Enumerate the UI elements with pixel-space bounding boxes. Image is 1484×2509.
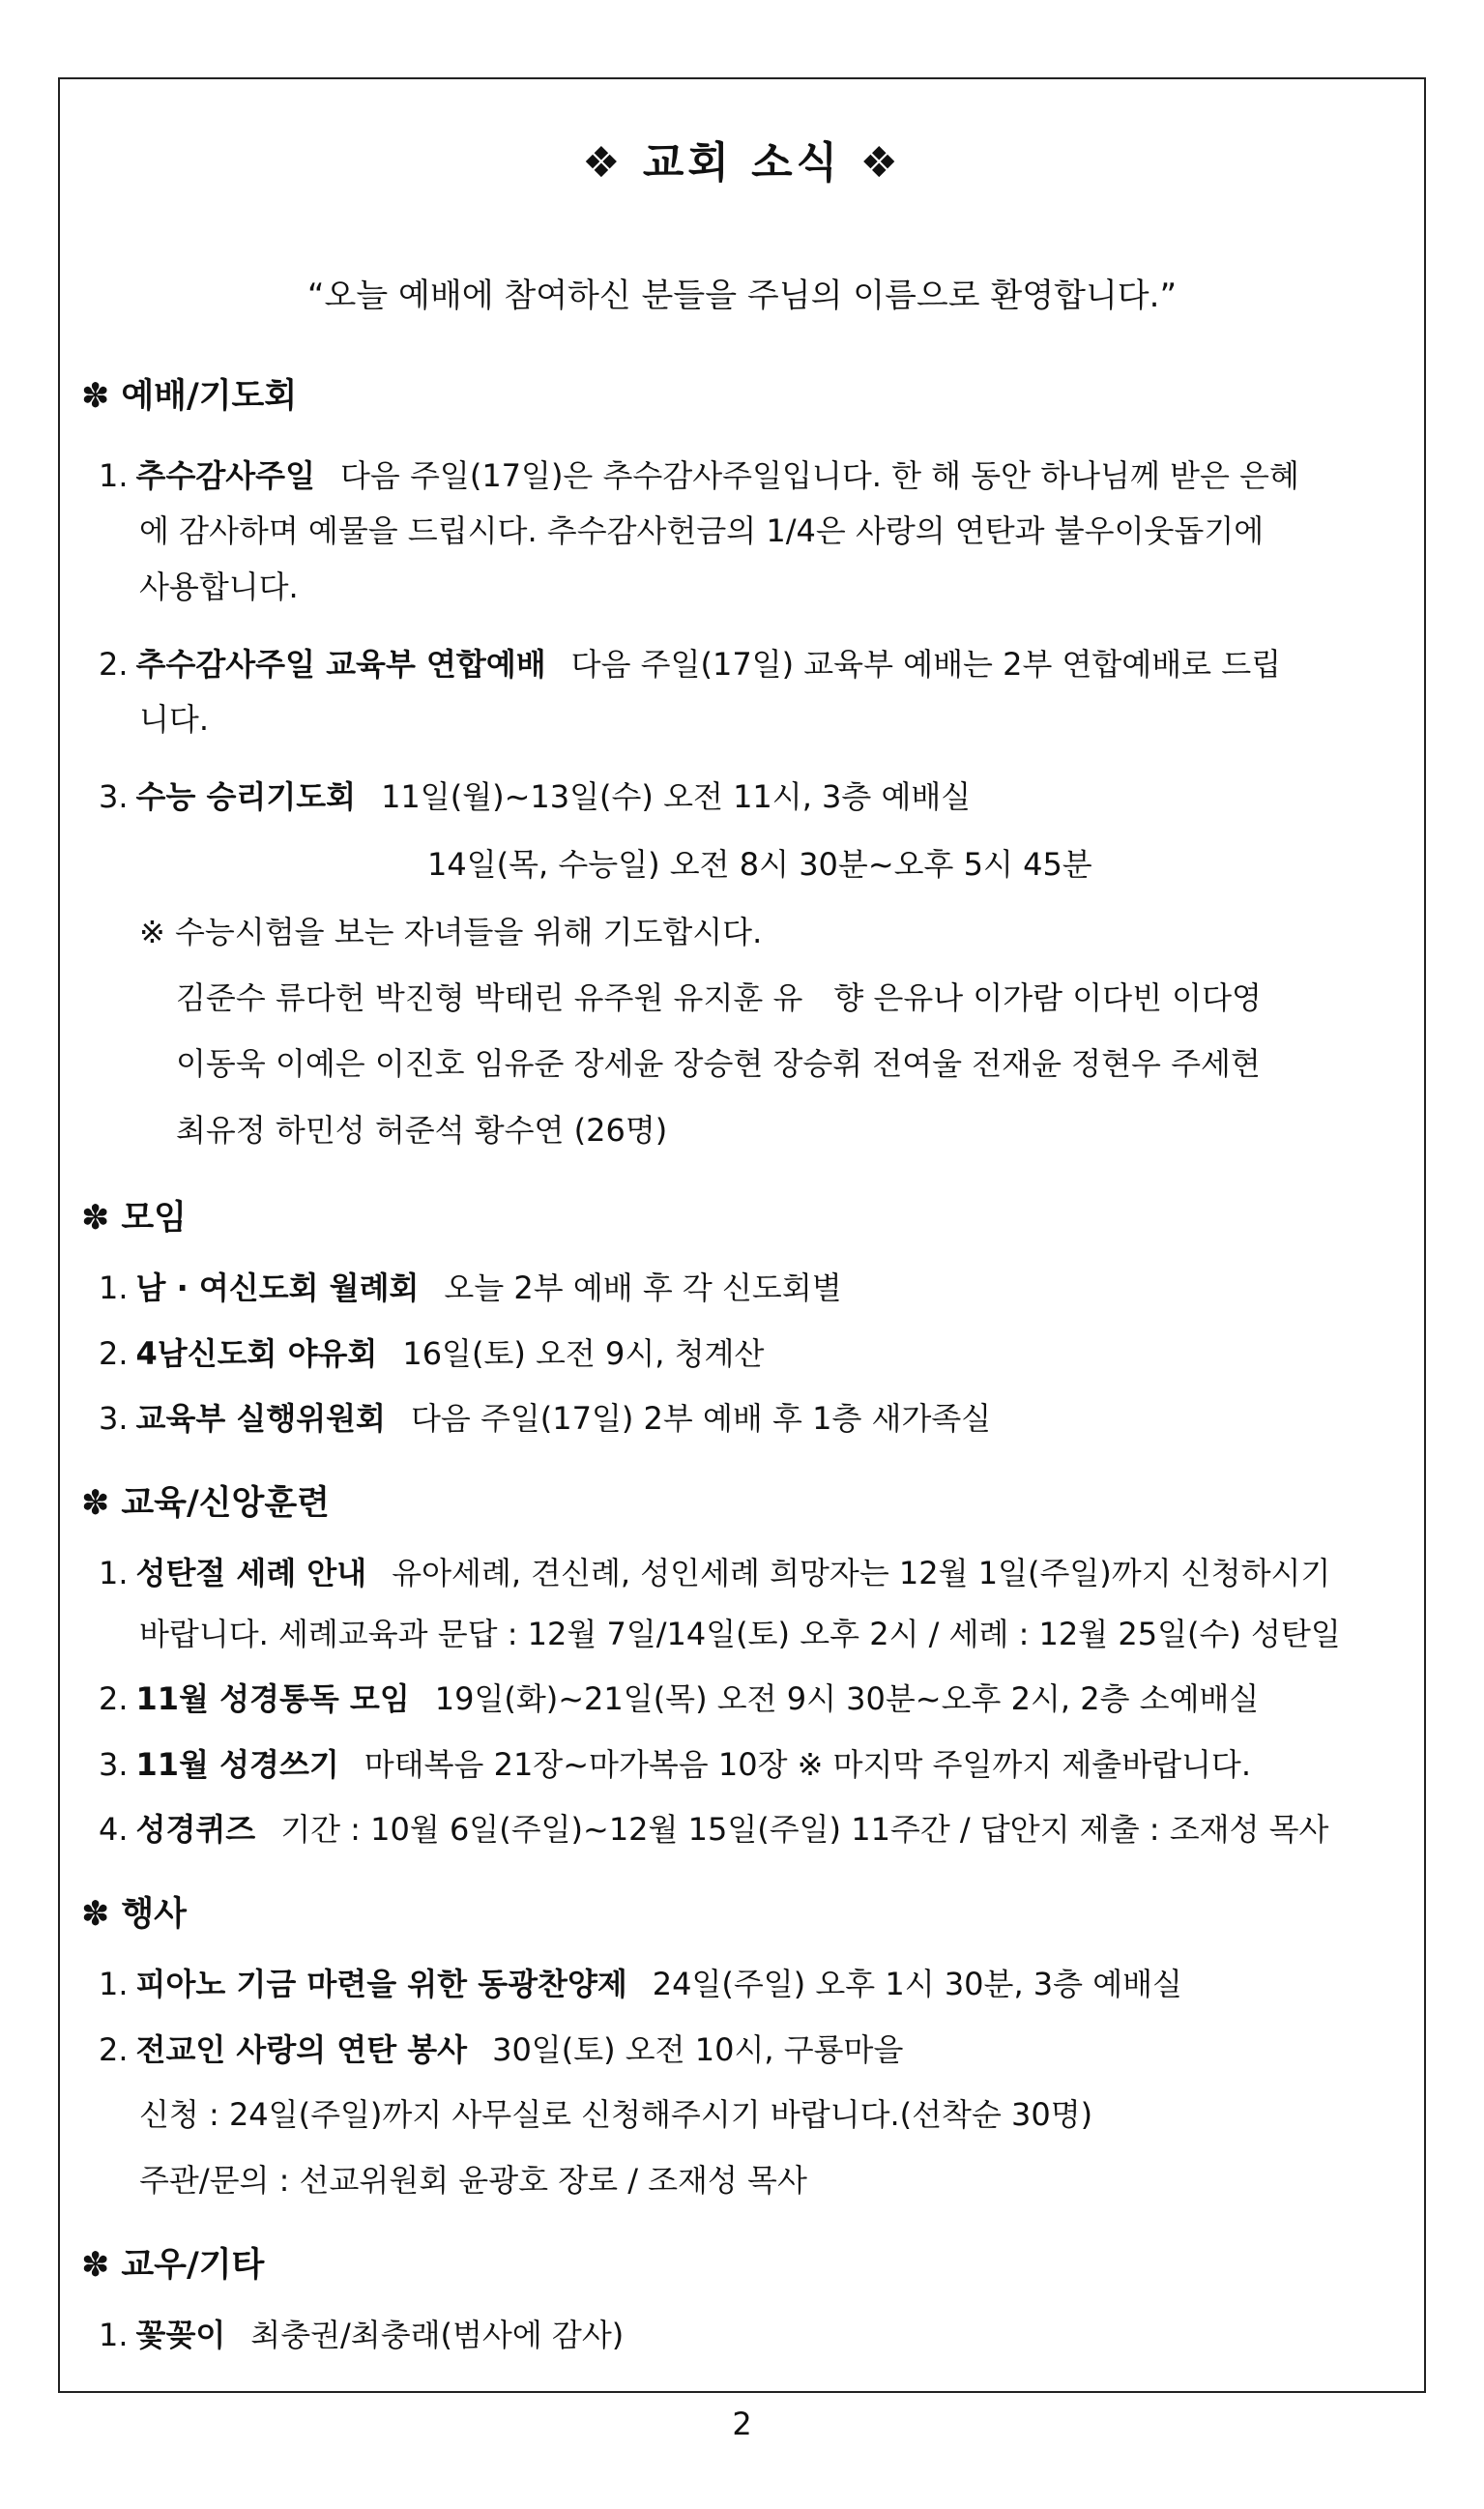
event-detail-line: 주관/문의 : 선교위원회 윤광호 장로 / 조재성 목사 xyxy=(139,2162,807,2199)
item-title: 4남신도회 야유회 xyxy=(135,1335,378,1372)
section-heading-education: ✽ 교육/신앙훈련 xyxy=(81,1484,330,1523)
item-title: 11월 성경쓰기 xyxy=(135,1746,339,1783)
prayer-note: ※ 수능시험을 보는 자녀들을 위해 기도합시다. xyxy=(139,914,763,950)
student-names-line: 이동욱 이예은 이진호 임유준 장세윤 장승현 장승휘 전여울 전재윤 정현우 주세현 xyxy=(176,1045,1261,1082)
list-item-education-3: 3. 11월 성경쓰기 마태복음 21장~마가복음 10장 ※ 마지막 주일까지 제출바랍니다. xyxy=(99,1746,1252,1783)
page-title: ❖ 교회 소식 ❖ xyxy=(582,138,902,188)
section-heading-worship: ✽ 예배/기도회 xyxy=(81,377,298,416)
item-title: 추수감사주일 교육부 연합예배 xyxy=(135,646,546,683)
event-detail-line: 신청 : 24일(주일)까지 사무실로 신청해주시기 바랍니다.(선착순 30명) xyxy=(139,2096,1093,2133)
item-title: 남 · 여신도회 월례회 xyxy=(135,1269,420,1306)
item-title: 성경퀴즈 xyxy=(135,1811,256,1848)
bulletin-frame xyxy=(58,77,1426,2393)
item-title: 11월 성경통독 모임 xyxy=(135,1680,410,1717)
item-title: 성탄절 세례 안내 xyxy=(135,1555,367,1591)
item-continuation: 니다. xyxy=(139,701,209,738)
asterisk-flower-icon: ✽ xyxy=(81,1484,110,1523)
asterisk-flower-icon: ✽ xyxy=(81,377,110,416)
list-item-worship-3: 3. 수능 승리기도회 11일(월)~13일(수) 오전 11시, 3층 예배실 xyxy=(99,778,972,815)
list-item-education-1: 1. 성탄절 세례 안내 유아세례, 견신례, 성인세례 희망자는 12월 1일(주일)까지 신청하시기 xyxy=(99,1555,1331,1591)
student-names-line: 최유정 하민성 허준석 황수연 (26명) xyxy=(176,1112,668,1149)
list-item-meetings-1: 1. 남 · 여신도회 월례회 오늘 2부 예배 후 각 신도회별 xyxy=(99,1269,842,1306)
asterisk-flower-icon: ✽ xyxy=(81,1895,110,1934)
list-item-education-2: 2. 11월 성경통독 모임 19일(화)~21일(목) 오전 9시 30분~오후 2시, 2층 소예배실 xyxy=(99,1680,1260,1717)
item-title: 수능 승리기도회 xyxy=(135,778,357,815)
list-item-events-1: 1. 피아노 기금 마련을 위한 동광찬양제 24일(주일) 오후 1시 30분, 3층 예배실 xyxy=(99,1966,1182,2002)
list-item-education-4: 4. 성경퀴즈 기간 : 10월 6일(주일)~12월 15일(주일) 11주간 / 답안지 제출 : 조재성 목사 xyxy=(99,1811,1329,1848)
asterisk-flower-icon: ✽ xyxy=(81,2246,110,2285)
item-title: 전교인 사랑의 연탄 봉사 xyxy=(135,2031,468,2068)
item-continuation: 바랍니다. 세례교육과 문답 : 12월 7일/14일(토) 오후 2시 / 세례 : 12월 25일(수) 성탄일 xyxy=(139,1616,1341,1652)
list-item-meetings-3: 3. 교육부 실행위원회 다음 주일(17일) 2부 예배 후 1층 새가족실 xyxy=(99,1400,992,1437)
list-item-worship-1: 1. 추수감사주일 다음 주일(17일)은 추수감사주일입니다. 한 해 동안 하나님께 받은 은혜 xyxy=(99,457,1299,494)
item-continuation: 에 감사하며 예물을 드립시다. 추수감사헌금의 1/4은 사랑의 연탄과 불우이웃돕기에 xyxy=(139,512,1265,549)
asterisk-flower-icon: ✽ xyxy=(81,1199,110,1238)
item-continuation: 사용합니다. xyxy=(139,569,299,605)
section-heading-events: ✽ 행사 xyxy=(81,1895,187,1934)
item-title: 교육부 실행위원회 xyxy=(135,1400,386,1437)
item-title: 추수감사주일 xyxy=(135,457,316,494)
item-title: 피아노 기금 마련을 위한 동광찬양제 xyxy=(135,1966,627,2002)
list-item-fellowship-1: 1. 꽃꽂이 최충권/최충래(범사에 감사) xyxy=(99,2317,625,2353)
list-item-events-2: 2. 전교인 사랑의 연탄 봉사 30일(토) 오전 10시, 구룡마을 xyxy=(99,2031,904,2068)
item-title: 꽃꽂이 xyxy=(135,2317,226,2353)
list-item-meetings-2: 2. 4남신도회 야유회 16일(토) 오전 9시, 청계산 xyxy=(99,1335,765,1372)
welcome-message: “오늘 예배에 참여하신 분들을 주님의 이름으로 환영합니다.” xyxy=(306,277,1178,315)
section-heading-meetings: ✽ 모임 xyxy=(81,1199,187,1238)
section-heading-fellowship: ✽ 교우/기타 xyxy=(81,2246,265,2285)
list-item-worship-2: 2. 추수감사주일 교육부 연합예배 다음 주일(17일) 교육부 예배는 2부 연합예배로 드립 xyxy=(99,646,1282,683)
item-continuation: 14일(목, 수능일) 오전 8시 30분~오후 5시 45분 xyxy=(427,846,1092,883)
page-number: 2 xyxy=(732,2406,752,2442)
student-names-line: 김준수 류다헌 박진형 박태린 유주원 유지훈 유 향 은유나 이가람 이다빈 이다영 xyxy=(176,979,1262,1016)
